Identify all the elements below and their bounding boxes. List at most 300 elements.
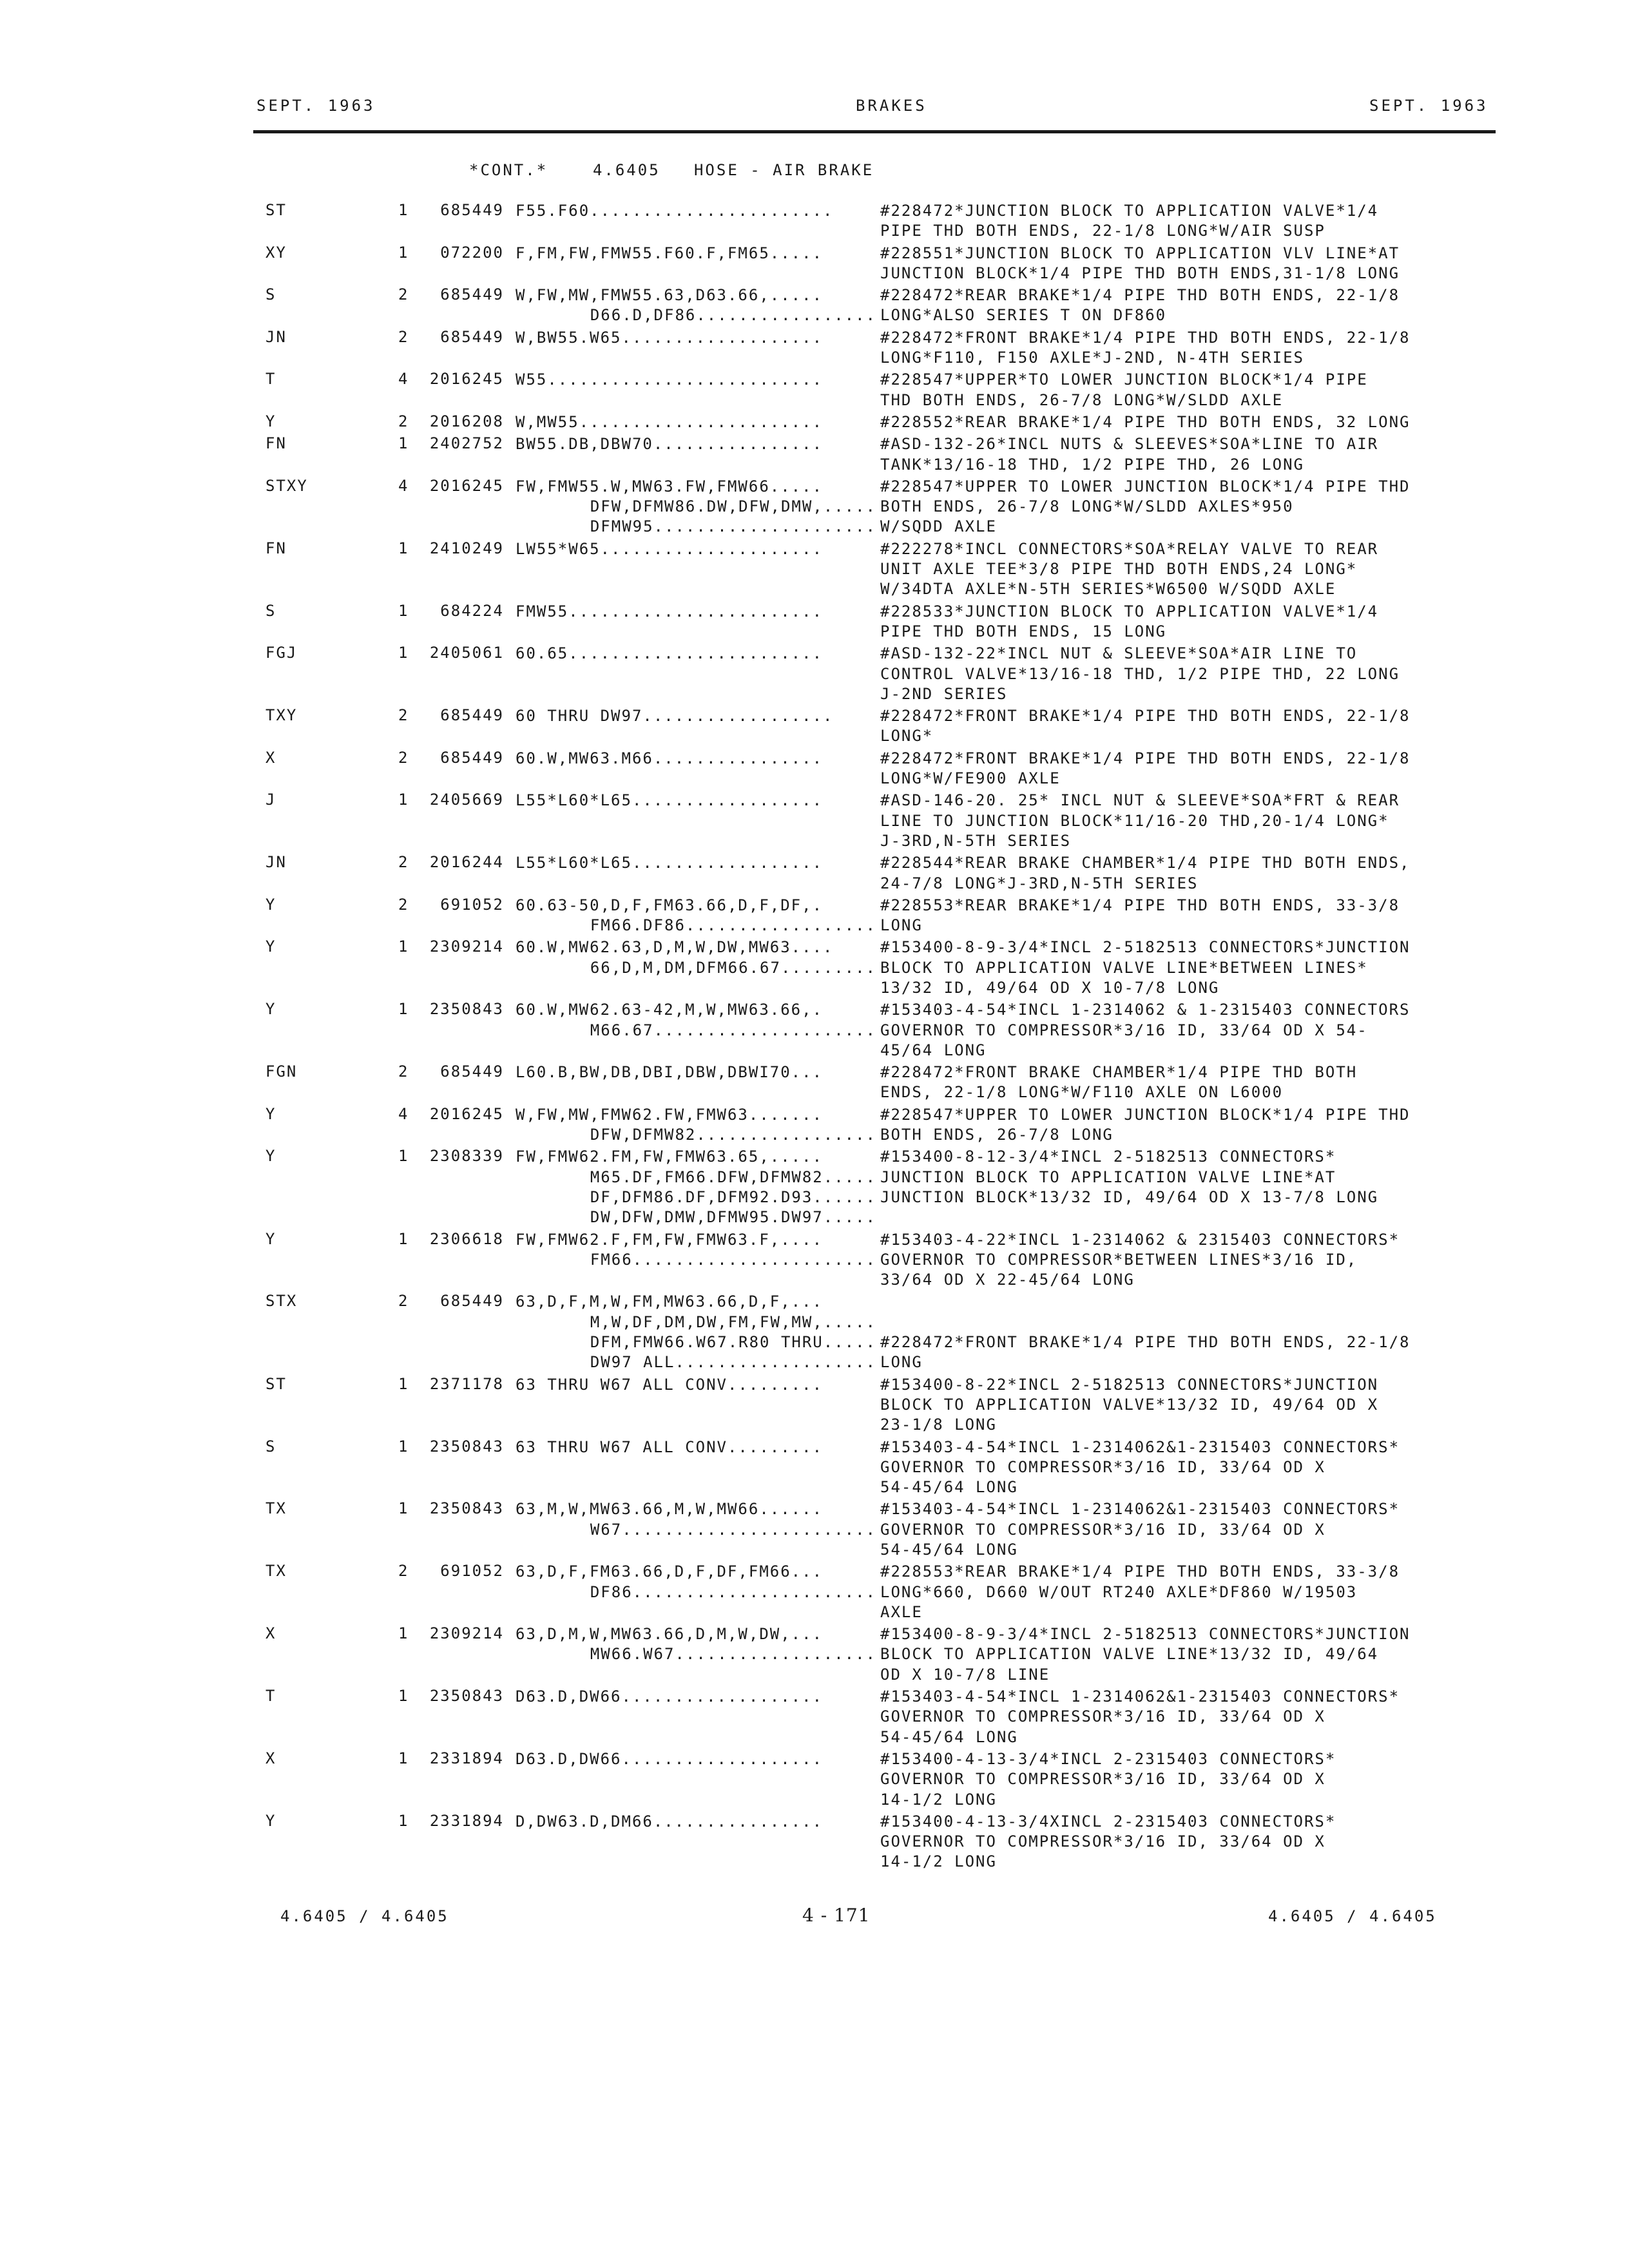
quantity: 1 xyxy=(398,243,408,262)
description-line: PIPE THD BOTH ENDS, 22-1/8 LONG*W/AIR SUSP xyxy=(880,222,1325,240)
description-line: JUNCTION BLOCK TO APPLICATION VALVE LINE*AT xyxy=(880,1168,1336,1186)
part-number: 2309214 xyxy=(429,937,504,956)
part-number: 2410249 xyxy=(429,539,504,557)
description-line: BLOCK TO APPLICATION VALVE LINE*13/32 ID, 49/64 xyxy=(880,1645,1379,1664)
application-models xyxy=(516,602,876,622)
application-models xyxy=(516,1375,876,1395)
application-line: DFMW95..................... xyxy=(590,517,876,536)
part-description xyxy=(880,1624,1499,1685)
description-line: ENDS, 22-1/8 LONG*W/F110 AXLE ON L6000 xyxy=(880,1083,1284,1102)
quantity: 1 xyxy=(398,1374,408,1393)
part-description xyxy=(880,749,1499,789)
description-line: #153403-4-54*INCL 1-2314062&1-2315403 CONNECTORS* xyxy=(880,1437,1400,1456)
table-row xyxy=(0,285,1629,328)
description-line: GOVERNOR TO COMPRESSOR*3/16 ID, 33/64 OD X xyxy=(880,1770,1325,1789)
description-line: TANK*13/16-18 THD, 1/2 PIPE THD, 26 LONG xyxy=(880,455,1304,474)
description-line: 14-1/2 LONG xyxy=(880,1852,997,1871)
table-row xyxy=(0,644,1629,706)
description-line: 45/64 LONG xyxy=(880,1041,987,1059)
application-line: FW,FMW62.FM,FW,FMW63.65,..... xyxy=(516,1148,824,1166)
description-line: LONG xyxy=(880,1353,923,1372)
application-line: D63.D,DW66................... xyxy=(516,1749,824,1768)
quantity: 1 xyxy=(398,937,408,956)
model-code: X xyxy=(265,1749,276,1767)
quantity: 2 xyxy=(398,748,408,767)
application-line: W67........................ xyxy=(590,1520,876,1539)
quantity: 4 xyxy=(398,1104,408,1123)
description-line: LONG* xyxy=(880,727,934,745)
quantity: 2 xyxy=(398,1292,408,1311)
model-code: STX xyxy=(265,1292,298,1311)
description-line: GOVERNOR TO COMPRESSOR*3/16 ID, 33/64 OD X xyxy=(880,1457,1325,1476)
description-line: J-2ND SERIES xyxy=(880,684,1008,703)
application-line: 63 THRU W67 ALL CONV......... xyxy=(516,1437,824,1456)
application-line: 60.W,MW63.M66................ xyxy=(516,749,824,767)
description-line: #153403-4-54*INCL 1-2314062&1-2315403 CONNECTORS* xyxy=(880,1687,1400,1706)
application-line: BW55.DB,DBW70................ xyxy=(516,435,824,454)
application-line: L55*L60*L65.................. xyxy=(516,854,824,872)
application-line: MW66.W67................... xyxy=(590,1645,876,1664)
part-description xyxy=(880,285,1499,326)
part-description xyxy=(880,328,1499,369)
application-models xyxy=(516,1812,876,1832)
table-row xyxy=(0,1749,1629,1812)
description-line: 13/32 ID, 49/64 OD X 10-7/8 LONG xyxy=(880,978,1220,997)
application-models xyxy=(516,1105,876,1146)
part-description xyxy=(880,602,1499,642)
table-row xyxy=(0,749,1629,791)
description-line: JUNCTION BLOCK*1/4 PIPE THD BOTH ENDS,31-1/8 LONG xyxy=(880,264,1400,282)
application-line: DW,DFW,DMW,DFMW95.DW97..... xyxy=(590,1208,876,1227)
description-line: THD BOTH ENDS, 26-7/8 LONG*W/SLDD AXLE xyxy=(880,390,1284,409)
description-line: #153403-4-54*INCL 1-2314062 & 1-2315403 CONNECTORS xyxy=(880,1001,1411,1019)
model-code: TX xyxy=(265,1562,287,1581)
part-description xyxy=(880,201,1499,242)
description-line: GOVERNOR TO COMPRESSOR*3/16 ID, 33/64 OD X xyxy=(880,1520,1325,1539)
part-description xyxy=(880,434,1499,475)
table-row xyxy=(0,853,1629,896)
part-number: 684224 xyxy=(440,601,504,620)
application-line: D,DW63.D,DM66................ xyxy=(516,1812,824,1831)
parts-list xyxy=(0,201,1629,1874)
application-line: W,FW,MW,FMW62.FW,FMW63....... xyxy=(516,1105,824,1124)
application-models xyxy=(516,1230,876,1271)
description-line: #228472*FRONT BRAKE CHAMBER*1/4 PIPE THD BOTH xyxy=(880,1063,1358,1082)
description-line: #153403-4-22*INCL 1-2314062 & 2315403 CONNECTORS* xyxy=(880,1230,1400,1249)
part-description xyxy=(880,853,1499,894)
header-section-name: BRAKES xyxy=(856,97,927,115)
table-row xyxy=(0,434,1629,477)
quantity: 1 xyxy=(398,1624,408,1643)
quantity: 1 xyxy=(398,1000,408,1019)
application-models xyxy=(516,853,876,873)
application-line: FMW55........................ xyxy=(516,602,824,620)
table-row xyxy=(0,412,1629,434)
quantity: 1 xyxy=(398,1499,408,1518)
application-line: W,BW55.W65................... xyxy=(516,328,824,347)
part-number: 685449 xyxy=(440,327,504,346)
quantity: 1 xyxy=(398,1749,408,1767)
description-line: GOVERNOR TO COMPRESSOR*3/16 ID, 33/64 OD X xyxy=(880,1707,1325,1726)
part-description xyxy=(880,1062,1499,1103)
quantity: 2 xyxy=(398,706,408,725)
description-line: #228553*REAR BRAKE*1/4 PIPE THD BOTH ENDS, 33-3/8 xyxy=(880,1562,1400,1581)
table-row xyxy=(0,1499,1629,1562)
quantity: 4 xyxy=(398,476,408,495)
application-line: 60.65........................ xyxy=(516,644,824,663)
application-models xyxy=(516,539,876,559)
quantity: 2 xyxy=(398,327,408,346)
part-number: 2016245 xyxy=(429,1104,504,1123)
application-line: DFW,DFMW86.DW,DFW,DMW,..... xyxy=(590,497,876,516)
quantity: 2 xyxy=(398,285,408,304)
description-line: #ASD-132-26*INCL NUTS & SLEEVES*SOA*LINE TO AIR xyxy=(880,435,1379,454)
description-line: #228533*JUNCTION BLOCK TO APPLICATION VALVE*1/4 xyxy=(880,602,1379,620)
model-code: FGN xyxy=(265,1062,298,1081)
model-code: JN xyxy=(265,327,287,346)
application-line: W55.......................... xyxy=(516,370,824,389)
header-date-right: SEPT. 1963 xyxy=(1369,97,1489,115)
part-description xyxy=(880,1000,1499,1061)
model-code: S xyxy=(265,601,276,620)
description-line: #228544*REAR BRAKE CHAMBER*1/4 PIPE THD BOTH ENDS, xyxy=(880,854,1411,872)
part-number: 2371178 xyxy=(429,1374,504,1393)
description-line: #153400-8-22*INCL 2-5182513 CONNECTORS*JUNCTION xyxy=(880,1375,1379,1394)
description-line: #153400-8-9-3/4*INCL 2-5182513 CONNECTORS*JUNCTION xyxy=(880,1625,1411,1644)
quantity: 1 xyxy=(398,1147,408,1166)
table-row xyxy=(0,477,1629,539)
description-line: 23-1/8 LONG xyxy=(880,1416,997,1434)
model-code: Y xyxy=(265,1000,276,1019)
model-code: Y xyxy=(265,1104,276,1123)
application-line: 63,M,W,MW63.66,M,W,MW66...... xyxy=(516,1500,824,1519)
part-description xyxy=(880,477,1499,537)
header-date-left: SEPT. 1963 xyxy=(256,97,376,115)
part-number: 2350843 xyxy=(429,1437,504,1456)
table-row xyxy=(0,1230,1629,1293)
description-line: JUNCTION BLOCK*13/32 ID, 49/64 OD X 13-7/8 LONG xyxy=(880,1187,1379,1206)
part-description xyxy=(880,937,1499,998)
quantity: 2 xyxy=(398,853,408,872)
section-title: *CONT.* 4.6405 HOSE - AIR BRAKE xyxy=(469,161,874,179)
application-models xyxy=(516,434,876,454)
application-line: L60.B,BW,DB,DBI,DBW,DBWI70... xyxy=(516,1063,824,1082)
part-description xyxy=(880,644,1499,704)
table-row xyxy=(0,1812,1629,1874)
model-code: Y xyxy=(265,895,276,914)
model-code: T xyxy=(265,370,276,389)
part-description xyxy=(880,706,1499,747)
description-line: W/SQDD AXLE xyxy=(880,517,997,536)
description-line: #228547*UPPER*TO LOWER JUNCTION BLOCK*1/4 PIPE xyxy=(880,370,1368,389)
table-row xyxy=(0,1062,1629,1105)
application-line: F55.F60....................... xyxy=(516,202,834,220)
table-row xyxy=(0,1562,1629,1624)
part-description xyxy=(880,1375,1499,1436)
table-row xyxy=(0,791,1629,853)
description-line: 54-45/64 LONG xyxy=(880,1478,1018,1497)
description-line xyxy=(880,1207,1499,1227)
description-line: LONG xyxy=(880,916,923,935)
description-line: 54-45/64 LONG xyxy=(880,1541,1018,1559)
part-number: 2405061 xyxy=(429,644,504,662)
part-number: 691052 xyxy=(440,1562,504,1581)
model-code: S xyxy=(265,1437,276,1456)
description-line: PIPE THD BOTH ENDS, 15 LONG xyxy=(880,622,1167,640)
application-models xyxy=(516,1562,876,1602)
description-line: #222278*INCL CONNECTORS*SOA*RELAY VALVE TO REAR xyxy=(880,539,1379,558)
part-number: 2350843 xyxy=(429,1000,504,1019)
part-number: 2016244 xyxy=(429,853,504,872)
quantity: 1 xyxy=(398,201,408,219)
quantity: 2 xyxy=(398,412,408,430)
table-row xyxy=(0,370,1629,412)
quantity: 1 xyxy=(398,539,408,557)
part-number: 2308339 xyxy=(429,1147,504,1166)
quantity: 2 xyxy=(398,895,408,914)
application-models xyxy=(516,706,876,726)
description-line: #153400-8-12-3/4*INCL 2-5182513 CONNECTORS* xyxy=(880,1148,1336,1166)
quantity: 1 xyxy=(398,1687,408,1706)
application-line: DF86....................... xyxy=(590,1582,876,1601)
model-code: XY xyxy=(265,243,287,262)
quantity: 1 xyxy=(398,1437,408,1456)
application-line: M66.67..................... xyxy=(590,1021,876,1039)
application-models xyxy=(516,1749,876,1769)
description-line: #228547*UPPER TO LOWER JUNCTION BLOCK*1/4 PIPE THD xyxy=(880,477,1411,495)
model-code: TXY xyxy=(265,706,298,725)
part-number: 2306618 xyxy=(429,1229,504,1248)
part-number: 685449 xyxy=(440,201,504,219)
description-line: #228547*UPPER TO LOWER JUNCTION BLOCK*1/4 PIPE THD xyxy=(880,1105,1411,1124)
model-code: S xyxy=(265,285,276,304)
application-line: 63,D,F,M,W,FM,MW63.66,D,F,... xyxy=(516,1293,824,1311)
quantity: 1 xyxy=(398,1229,408,1248)
part-description xyxy=(880,1147,1499,1227)
application-line: 63,D,M,W,MW63.66,D,M,W,DW,... xyxy=(516,1625,824,1644)
part-description xyxy=(880,412,1499,432)
application-models xyxy=(516,1687,876,1707)
application-line: DFM,FMW66.W67.R80 THRU..... xyxy=(590,1333,876,1352)
model-code: FN xyxy=(265,539,287,557)
application-line: M,W,DF,DM,DW,FM,FW,MW,..... xyxy=(590,1312,876,1331)
part-number: 2016245 xyxy=(429,476,504,495)
application-line: FW,FMW62.F,FM,FW,FMW63.F,.... xyxy=(516,1230,824,1249)
description-line: CONTROL VALVE*13/16-18 THD, 1/2 PIPE THD, 22 LONG xyxy=(880,664,1400,683)
application-line: DFW,DFMW82................. xyxy=(590,1126,876,1144)
part-number: 072200 xyxy=(440,243,504,262)
quantity: 1 xyxy=(398,1811,408,1830)
description-line: J-3RD,N-5TH SERIES xyxy=(880,831,1072,850)
table-row xyxy=(0,1147,1629,1229)
application-models xyxy=(516,1147,876,1227)
table-row xyxy=(0,1000,1629,1062)
table-row xyxy=(0,1624,1629,1687)
description-line: 14-1/2 LONG xyxy=(880,1790,997,1809)
application-models xyxy=(516,749,876,769)
description-line: #ASD-146-20. 25* INCL NUT & SLEEVE*SOA*FRT & REAR xyxy=(880,791,1400,810)
part-number: 2405669 xyxy=(429,791,504,809)
footer-ref-right: 4.6405 / 4.6405 xyxy=(1268,1907,1437,1925)
model-code: ST xyxy=(265,201,287,219)
description-line: W/34DTA AXLE*N-5TH SERIES*W6500 W/SQDD AXLE xyxy=(880,580,1336,599)
table-row xyxy=(0,539,1629,602)
quantity: 1 xyxy=(398,791,408,809)
model-code: STXY xyxy=(265,476,308,495)
application-line: 60 THRU DW97.................. xyxy=(516,707,834,726)
description-line: GOVERNOR TO COMPRESSOR*BETWEEN LINES*3/16 ID, xyxy=(880,1250,1358,1269)
application-models xyxy=(516,201,876,221)
part-number: 2350843 xyxy=(429,1687,504,1706)
model-code: FGJ xyxy=(265,644,298,662)
table-row xyxy=(0,1437,1629,1500)
part-number: 2331894 xyxy=(429,1811,504,1830)
description-line: #ASD-132-22*INCL NUT & SLEEVE*SOA*AIR LINE TO xyxy=(880,644,1358,663)
description-line: 54-45/64 LONG xyxy=(880,1727,1018,1746)
application-line: DW97 ALL................... xyxy=(590,1353,876,1372)
application-models xyxy=(516,328,876,348)
quantity: 1 xyxy=(398,434,408,453)
table-row xyxy=(0,1375,1629,1437)
part-number: 685449 xyxy=(440,1292,504,1311)
part-number: 685449 xyxy=(440,285,504,304)
application-line: L55*L60*L65.................. xyxy=(516,791,824,810)
application-models xyxy=(516,370,876,390)
part-description xyxy=(880,1292,1499,1372)
application-models xyxy=(516,791,876,811)
part-description xyxy=(880,539,1499,600)
part-number: 2402752 xyxy=(429,434,504,453)
description-line: LINE TO JUNCTION BLOCK*11/16-20 THD,20-1/4 LONG* xyxy=(880,811,1389,830)
application-models xyxy=(516,1499,876,1540)
model-code: T xyxy=(265,1687,276,1706)
application-models xyxy=(516,896,876,936)
part-description xyxy=(880,1437,1499,1498)
application-line: FM66....................... xyxy=(590,1250,876,1269)
description-line: #228472*FRONT BRAKE*1/4 PIPE THD BOTH ENDS, 22-1/8 xyxy=(880,707,1411,726)
description-line: #228472*FRONT BRAKE*1/4 PIPE THD BOTH ENDS, 22-1/8 xyxy=(880,1333,1411,1352)
application-line: 63,D,F,FM63.66,D,F,DF,FM66... xyxy=(516,1562,824,1581)
application-line: W,FW,MW,FMW55.63,D63.66,..... xyxy=(516,286,824,305)
description-line: #228472*REAR BRAKE*1/4 PIPE THD BOTH ENDS, 22-1/8 xyxy=(880,286,1400,305)
description-line: OD X 10-7/8 LINE xyxy=(880,1665,1050,1684)
application-models xyxy=(516,412,876,432)
application-line: M65.DF,FM66.DFW,DFMW82..... xyxy=(590,1168,876,1186)
application-line: 60.W,MW62.63,D,M,W,DW,MW63.... xyxy=(516,938,834,957)
quantity: 4 xyxy=(398,370,408,389)
part-number: 685449 xyxy=(440,748,504,767)
page-number: 4 - 171 xyxy=(802,1905,871,1926)
table-row xyxy=(0,937,1629,1000)
description-line: BLOCK TO APPLICATION VALVE*13/32 ID, 49/64 OD X xyxy=(880,1395,1379,1414)
description-line: AXLE xyxy=(880,1602,923,1621)
model-code: Y xyxy=(265,1147,276,1166)
part-description xyxy=(880,1562,1499,1622)
application-models xyxy=(516,1624,876,1665)
description-line: UNIT AXLE TEE*3/8 PIPE THD BOTH ENDS,24 LONG* xyxy=(880,560,1358,579)
description-line: 24-7/8 LONG*J-3RD,N-5TH SERIES xyxy=(880,874,1199,892)
table-row xyxy=(0,896,1629,938)
part-number: 2309214 xyxy=(429,1624,504,1643)
part-description xyxy=(880,896,1499,936)
model-code: FN xyxy=(265,434,287,453)
description-line: #153400-8-9-3/4*INCL 2-5182513 CONNECTORS*JUNCTION xyxy=(880,938,1411,957)
application-line: LW55*W65..................... xyxy=(516,539,824,558)
description-line: #153400-4-13-3/4*INCL 2-2315403 CONNECTORS* xyxy=(880,1749,1336,1768)
description-line: LONG*660, D660 W/OUT RT240 AXLE*DF860 W/19503 xyxy=(880,1582,1358,1601)
description-line: BLOCK TO APPLICATION VALVE LINE*BETWEEN LINES* xyxy=(880,958,1368,977)
quantity: 2 xyxy=(398,1562,408,1581)
description-line: LONG*ALSO SERIES T ON DF860 xyxy=(880,306,1167,325)
application-models xyxy=(516,1000,876,1041)
model-code: Y xyxy=(265,937,276,956)
description-line: #228472*JUNCTION BLOCK TO APPLICATION VALVE*1/4 xyxy=(880,202,1379,220)
model-code: Y xyxy=(265,1811,276,1830)
model-code: Y xyxy=(265,1229,276,1248)
description-line: #228553*REAR BRAKE*1/4 PIPE THD BOTH ENDS, 33-3/8 xyxy=(880,896,1400,914)
application-models xyxy=(516,244,876,264)
part-description xyxy=(880,244,1499,284)
application-line: F,FM,FW,FMW55.F60.F,FM65..... xyxy=(516,244,824,262)
model-code: Y xyxy=(265,412,276,430)
application-models xyxy=(516,1062,876,1082)
footer-ref-left: 4.6405 / 4.6405 xyxy=(280,1907,449,1925)
application-line: DF,DFM86.DF,DFM92.D93...... xyxy=(590,1187,876,1206)
description-line: #228472*FRONT BRAKE*1/4 PIPE THD BOTH ENDS, 22-1/8 xyxy=(880,328,1411,347)
description-line xyxy=(880,1292,1499,1312)
part-number: 691052 xyxy=(440,895,504,914)
application-line: D63.D,DW66................... xyxy=(516,1687,824,1706)
description-line: BOTH ENDS, 26-7/8 LONG xyxy=(880,1126,1113,1144)
part-number: 2350843 xyxy=(429,1499,504,1518)
part-description xyxy=(880,791,1499,851)
application-line: 60.W,MW62.63-42,M,W,MW63.66,. xyxy=(516,1001,824,1019)
application-models xyxy=(516,1292,876,1372)
table-row xyxy=(0,1292,1629,1374)
table-row xyxy=(0,1105,1629,1148)
part-description xyxy=(880,370,1499,410)
part-number: 685449 xyxy=(440,706,504,725)
description-line: #228551*JUNCTION BLOCK TO APPLICATION VLV LINE*AT xyxy=(880,244,1400,262)
application-models xyxy=(516,477,876,537)
model-code: J xyxy=(265,791,276,809)
part-description xyxy=(880,1749,1499,1810)
application-line: 63 THRU W67 ALL CONV......... xyxy=(516,1375,824,1394)
model-code: X xyxy=(265,748,276,767)
description-line: LONG*F110, F150 AXLE*J-2ND, N-4TH SERIES xyxy=(880,349,1304,367)
application-models xyxy=(516,285,876,326)
quantity: 1 xyxy=(398,601,408,620)
application-models xyxy=(516,937,876,978)
description-line: #153400-4-13-3/4XINCL 2-2315403 CONNECTORS* xyxy=(880,1812,1336,1831)
part-description xyxy=(880,1105,1499,1146)
model-code: TX xyxy=(265,1499,287,1518)
table-row xyxy=(0,1687,1629,1749)
application-line: FM66.DF86.................. xyxy=(590,916,876,935)
application-line: 66,D,M,DM,DFM66.67......... xyxy=(590,958,876,977)
application-models xyxy=(516,644,876,664)
description-line: #153403-4-54*INCL 1-2314062&1-2315403 CONNECTORS* xyxy=(880,1500,1400,1519)
part-number: 2016245 xyxy=(429,370,504,389)
table-row xyxy=(0,602,1629,644)
application-line: D66.D,DF86................. xyxy=(590,306,876,325)
application-models xyxy=(516,1437,876,1457)
part-description xyxy=(880,1812,1499,1872)
description-line: #228552*REAR BRAKE*1/4 PIPE THD BOTH ENDS, 32 LONG xyxy=(880,412,1411,431)
description-line xyxy=(880,1312,1499,1332)
description-line: LONG*W/FE900 AXLE xyxy=(880,769,1061,788)
part-description xyxy=(880,1230,1499,1291)
